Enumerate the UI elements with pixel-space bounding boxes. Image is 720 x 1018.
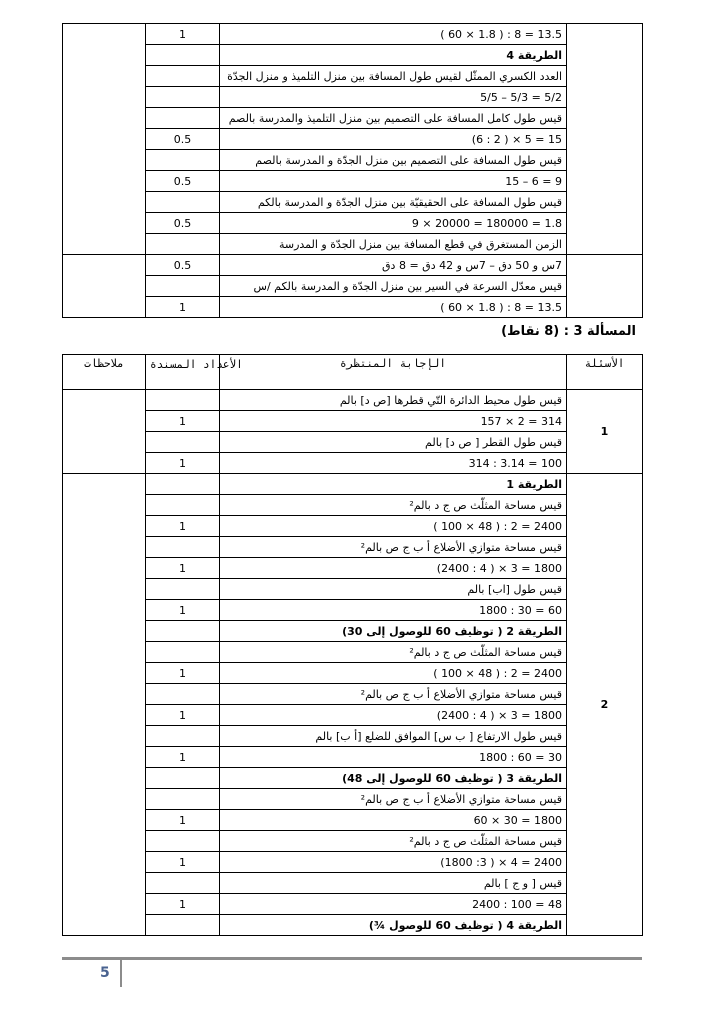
marks-cell	[146, 432, 220, 453]
answer-cell: 2400 = 2 : ( 48 × 100 )	[220, 663, 567, 684]
table-row	[63, 558, 643, 579]
table-row	[63, 474, 643, 495]
marks-cell: 1	[146, 558, 220, 579]
marks-cell	[146, 915, 220, 936]
marks-cell	[146, 537, 220, 558]
table-row	[63, 411, 643, 432]
table-row	[63, 600, 643, 621]
table-row	[63, 663, 643, 684]
table-row	[63, 705, 643, 726]
answer-cell: الطريقة 1	[220, 474, 567, 495]
answer-cell: قيس طول المسافة على التصميم بين منزل الجدّة و المدرسة بالصم	[220, 150, 567, 171]
marks-cell	[146, 390, 220, 411]
answer-cell: قيس مساحة المثلّث ص ج د بالم²	[220, 831, 567, 852]
table-row	[63, 390, 643, 411]
answer-cell: 13.5 = 8 : ( 1.8 × 60 )	[220, 24, 567, 45]
question-number-cell	[567, 24, 643, 255]
answer-cell: قيس طول كامل المسافة على التصميم بين منزل التلميذ والمدرسة بالصم	[220, 108, 567, 129]
marks-cell	[146, 726, 220, 747]
problem2-continuation-table	[62, 23, 643, 318]
marks-cell	[146, 579, 220, 600]
answer-cell: قيس مساحة متوازي الأضلاع أ ب ج ص بالم²	[220, 789, 567, 810]
answer-cell: قيس طول الارتفاع [ ب س] الموافق للضلع [أ ب] بالم	[220, 726, 567, 747]
table-row	[63, 87, 643, 108]
marks-cell: 1	[146, 24, 220, 45]
table-row	[63, 873, 643, 894]
answer-cell: 2400 = 2 : ( 48 × 100 )	[220, 516, 567, 537]
answer-cell: الزمن المستغرق في قطع المسافة بين منزل الجدّة و المدرسة	[220, 234, 567, 255]
answer-cell: 1800 = 30 × 60	[220, 810, 567, 831]
table-row	[63, 495, 643, 516]
table-row	[63, 255, 643, 276]
answer-cell: قيس مساحة المثلّث ص ج د بالم²	[220, 642, 567, 663]
marks-cell	[146, 831, 220, 852]
question-number-cell: 1	[567, 390, 643, 474]
table-row	[63, 768, 643, 789]
notes-cell	[63, 474, 146, 936]
table-row	[63, 894, 643, 915]
marks-cell: 1	[146, 600, 220, 621]
answer-cell: قيس مساحة متوازي الأضلاع أ ب ج ص بالم²	[220, 537, 567, 558]
footer-divider	[62, 957, 642, 960]
table-row	[63, 129, 643, 150]
marks-cell: 1	[146, 297, 220, 318]
marks-cell: 1	[146, 894, 220, 915]
table-row	[63, 537, 643, 558]
answer-cell: الطريقة 2 ( توظيف 60 للوصول إلى 30)	[220, 621, 567, 642]
answer-cell: 13.5 = 8 : ( 1.8 × 60 )	[220, 297, 567, 318]
marks-cell	[146, 789, 220, 810]
answer-cell: 100 = 3.14 : 314	[220, 453, 567, 474]
notes-cell	[63, 390, 146, 474]
table-row	[63, 66, 643, 87]
marks-cell	[146, 87, 220, 108]
answer-cell: 9 = 6 – 15	[220, 171, 567, 192]
marks-cell: 1	[146, 411, 220, 432]
table-row	[63, 831, 643, 852]
table-row	[63, 642, 643, 663]
table-row	[63, 276, 643, 297]
answer-cell: 15 = 5 × ( 2 : 6)	[220, 129, 567, 150]
marks-cell: 0.5	[146, 129, 220, 150]
table-row	[63, 579, 643, 600]
table-row	[63, 432, 643, 453]
answer-cell: 1800 = 3 × ( 4 : 2400)	[220, 705, 567, 726]
marks-cell: 1	[146, 453, 220, 474]
problem3-heading: المسألة 3 : (8 نقاط)	[501, 324, 636, 339]
table-header-row	[63, 355, 643, 390]
question-number-cell: 2	[567, 474, 643, 936]
answer-cell: قيس طول القطر [ ص د] بالم	[220, 432, 567, 453]
table-row	[63, 234, 643, 255]
answer-cell: قيس مساحة المثلّث ص ج د بالم²	[220, 495, 567, 516]
answer-cell: الطريقة 3 ( توظيف 60 للوصول إلى 48)	[220, 768, 567, 789]
marks-cell	[146, 192, 220, 213]
answer-cell: قيس معدّل السرعة في السير بين منزل الجدّة و المدرسة بالكم /س	[220, 276, 567, 297]
table-row	[63, 150, 643, 171]
notes-cell	[63, 255, 146, 318]
marks-cell	[146, 66, 220, 87]
header-marks: الأعداد المسندة	[146, 355, 220, 390]
table-row	[63, 747, 643, 768]
marks-cell	[146, 621, 220, 642]
marks-cell	[146, 768, 220, 789]
marks-cell: 1	[146, 705, 220, 726]
marks-cell	[146, 276, 220, 297]
table-row	[63, 45, 643, 66]
table-row	[63, 192, 643, 213]
table-row	[63, 915, 643, 936]
table-row	[63, 453, 643, 474]
answer-cell: قيس [ و ج ] بالم	[220, 873, 567, 894]
table-row	[63, 24, 643, 45]
table-row	[63, 789, 643, 810]
answer-cell: قيس طول محيط الدائرة التّي قطرها [ص د] بالم	[220, 390, 567, 411]
table-row	[63, 684, 643, 705]
marks-cell: 0.5	[146, 213, 220, 234]
table-row	[63, 621, 643, 642]
table-row	[63, 108, 643, 129]
marks-cell: 1	[146, 663, 220, 684]
answer-cell: قيس طول المسافة على الحقيقيّة بين منزل الجدّة و المدرسة بالكم	[220, 192, 567, 213]
marks-cell: 1	[146, 852, 220, 873]
marks-cell	[146, 150, 220, 171]
answer-cell: 7س و 50 دق – 7س و 42 دق = 8 دق	[220, 255, 567, 276]
answer-cell: 48 = 100 : 2400	[220, 894, 567, 915]
answer-cell: قيس مساحة متوازي الأضلاع أ ب ج ص بالم²	[220, 684, 567, 705]
table-row	[63, 297, 643, 318]
marks-cell	[146, 45, 220, 66]
header-question: الأسئلة	[567, 355, 643, 390]
header-answer: الإجابة المنتظرة	[220, 355, 567, 390]
table-row	[63, 810, 643, 831]
marks-cell	[146, 873, 220, 894]
answer-cell: 314 = 2 × 157	[220, 411, 567, 432]
table-row	[63, 171, 643, 192]
answer-cell: 60 = 30 : 1800	[220, 600, 567, 621]
marks-cell: 1	[146, 810, 220, 831]
answer-cell: 1.8 = 180000 = 20000 × 9	[220, 213, 567, 234]
table-row	[63, 726, 643, 747]
marks-cell	[146, 108, 220, 129]
answer-cell: 2400 = 4 × ( 3: 1800)	[220, 852, 567, 873]
marks-cell: 1	[146, 516, 220, 537]
header-notes: ملاحظات	[63, 355, 146, 390]
answer-cell: العدد الكسري الممثّل لقيس طول المسافة بين منزل التلميذ و منزل الجدّة	[220, 66, 567, 87]
answer-cell: قيس طول [اب] بالم	[220, 579, 567, 600]
answer-cell: الطريقة 4	[220, 45, 567, 66]
footer-vertical-bar	[120, 959, 122, 987]
marks-cell	[146, 495, 220, 516]
marks-cell: 0.5	[146, 171, 220, 192]
marks-cell	[146, 234, 220, 255]
marks-cell	[146, 474, 220, 495]
table-row	[63, 213, 643, 234]
answer-cell: 30 = 60 : 1800	[220, 747, 567, 768]
marks-cell: 0.5	[146, 255, 220, 276]
question-number-cell	[567, 255, 643, 318]
marks-cell	[146, 642, 220, 663]
marks-cell: 1	[146, 747, 220, 768]
table-row	[63, 516, 643, 537]
table-row	[63, 852, 643, 873]
marks-cell	[146, 684, 220, 705]
answer-cell: 1800 = 3 × ( 4 : 2400)	[220, 558, 567, 579]
answer-cell: 5/2 = 5/3 – 5/5	[220, 87, 567, 108]
answer-cell: الطريقة 4 ( توظيف 60 للوصول ¾)	[220, 915, 567, 936]
problem3-table	[62, 354, 643, 936]
notes-cell	[63, 24, 146, 255]
page-number: 5	[100, 965, 110, 981]
